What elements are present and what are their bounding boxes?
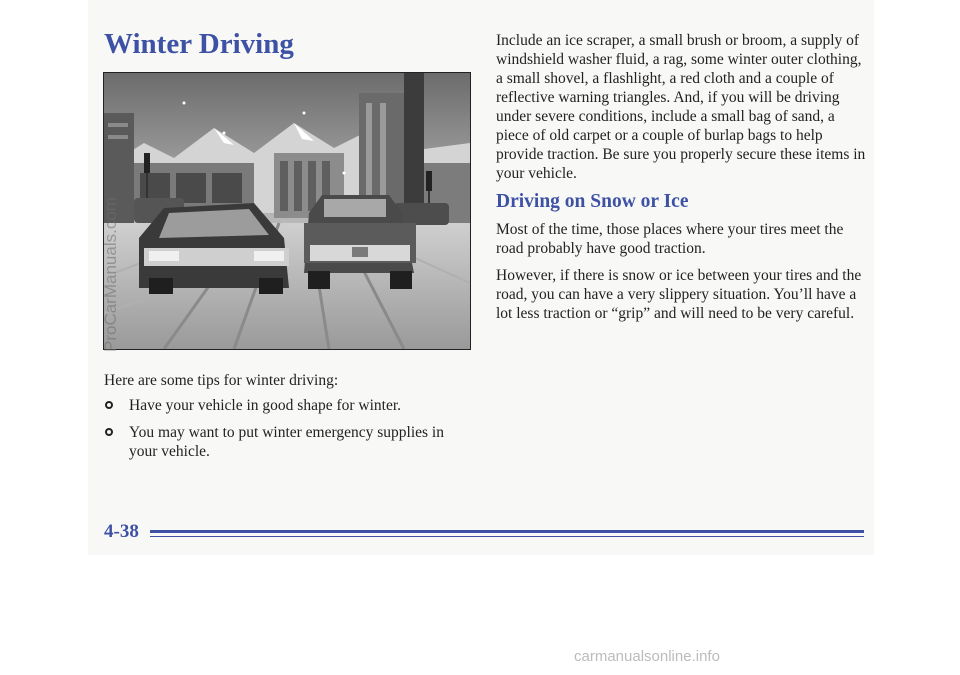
footer-rule <box>150 530 864 533</box>
traction-paragraph: Most of the time, those places where your tires meet the road probably have good traction. <box>496 221 844 257</box>
side-watermark: ProCarManuals.com <box>101 197 120 352</box>
right-column <box>496 31 868 331</box>
winter-street-illustration <box>103 72 471 350</box>
page-footer <box>104 521 864 543</box>
bullet-text: You may want to put winter emergency supplies in your vehicle. <box>129 424 444 460</box>
page-number: 4-38 <box>104 521 139 542</box>
section-heading: Driving on Snow or Ice <box>496 191 689 212</box>
list-item <box>104 396 464 415</box>
bullet-text: Have your vehicle in good shape for winter. <box>129 397 402 414</box>
list-item <box>104 423 464 461</box>
bottom-watermark: carmanualsonline.info <box>574 648 720 665</box>
footer-rule-thin <box>150 536 864 537</box>
page-title: Winter Driving <box>104 28 294 60</box>
supplies-paragraph: Include an ice scraper, a small brush or broom, a supply of windshield washer fluid, a rag, some winter outer clothing, a small shovel, a flashlight, a red cloth and a couple of reflective warning triangles. And, if you will be driving under severe conditions, include a small bag of sand, a piece of old carpet or a couple of burlap bags to help provide traction. Be sure you properly secure these items in your vehicle. <box>496 32 866 182</box>
tips-list <box>104 396 464 469</box>
tips-intro: Here are some tips for winter driving: <box>104 372 339 389</box>
bullet-circle-icon <box>105 428 113 436</box>
slippery-paragraph: However, if there is snow or ice between your tires and the road, you can have a very slippery situation. You’ll have a lot less traction or “grip” and will need to be very careful. <box>496 267 862 322</box>
bullet-circle-icon <box>105 401 113 409</box>
